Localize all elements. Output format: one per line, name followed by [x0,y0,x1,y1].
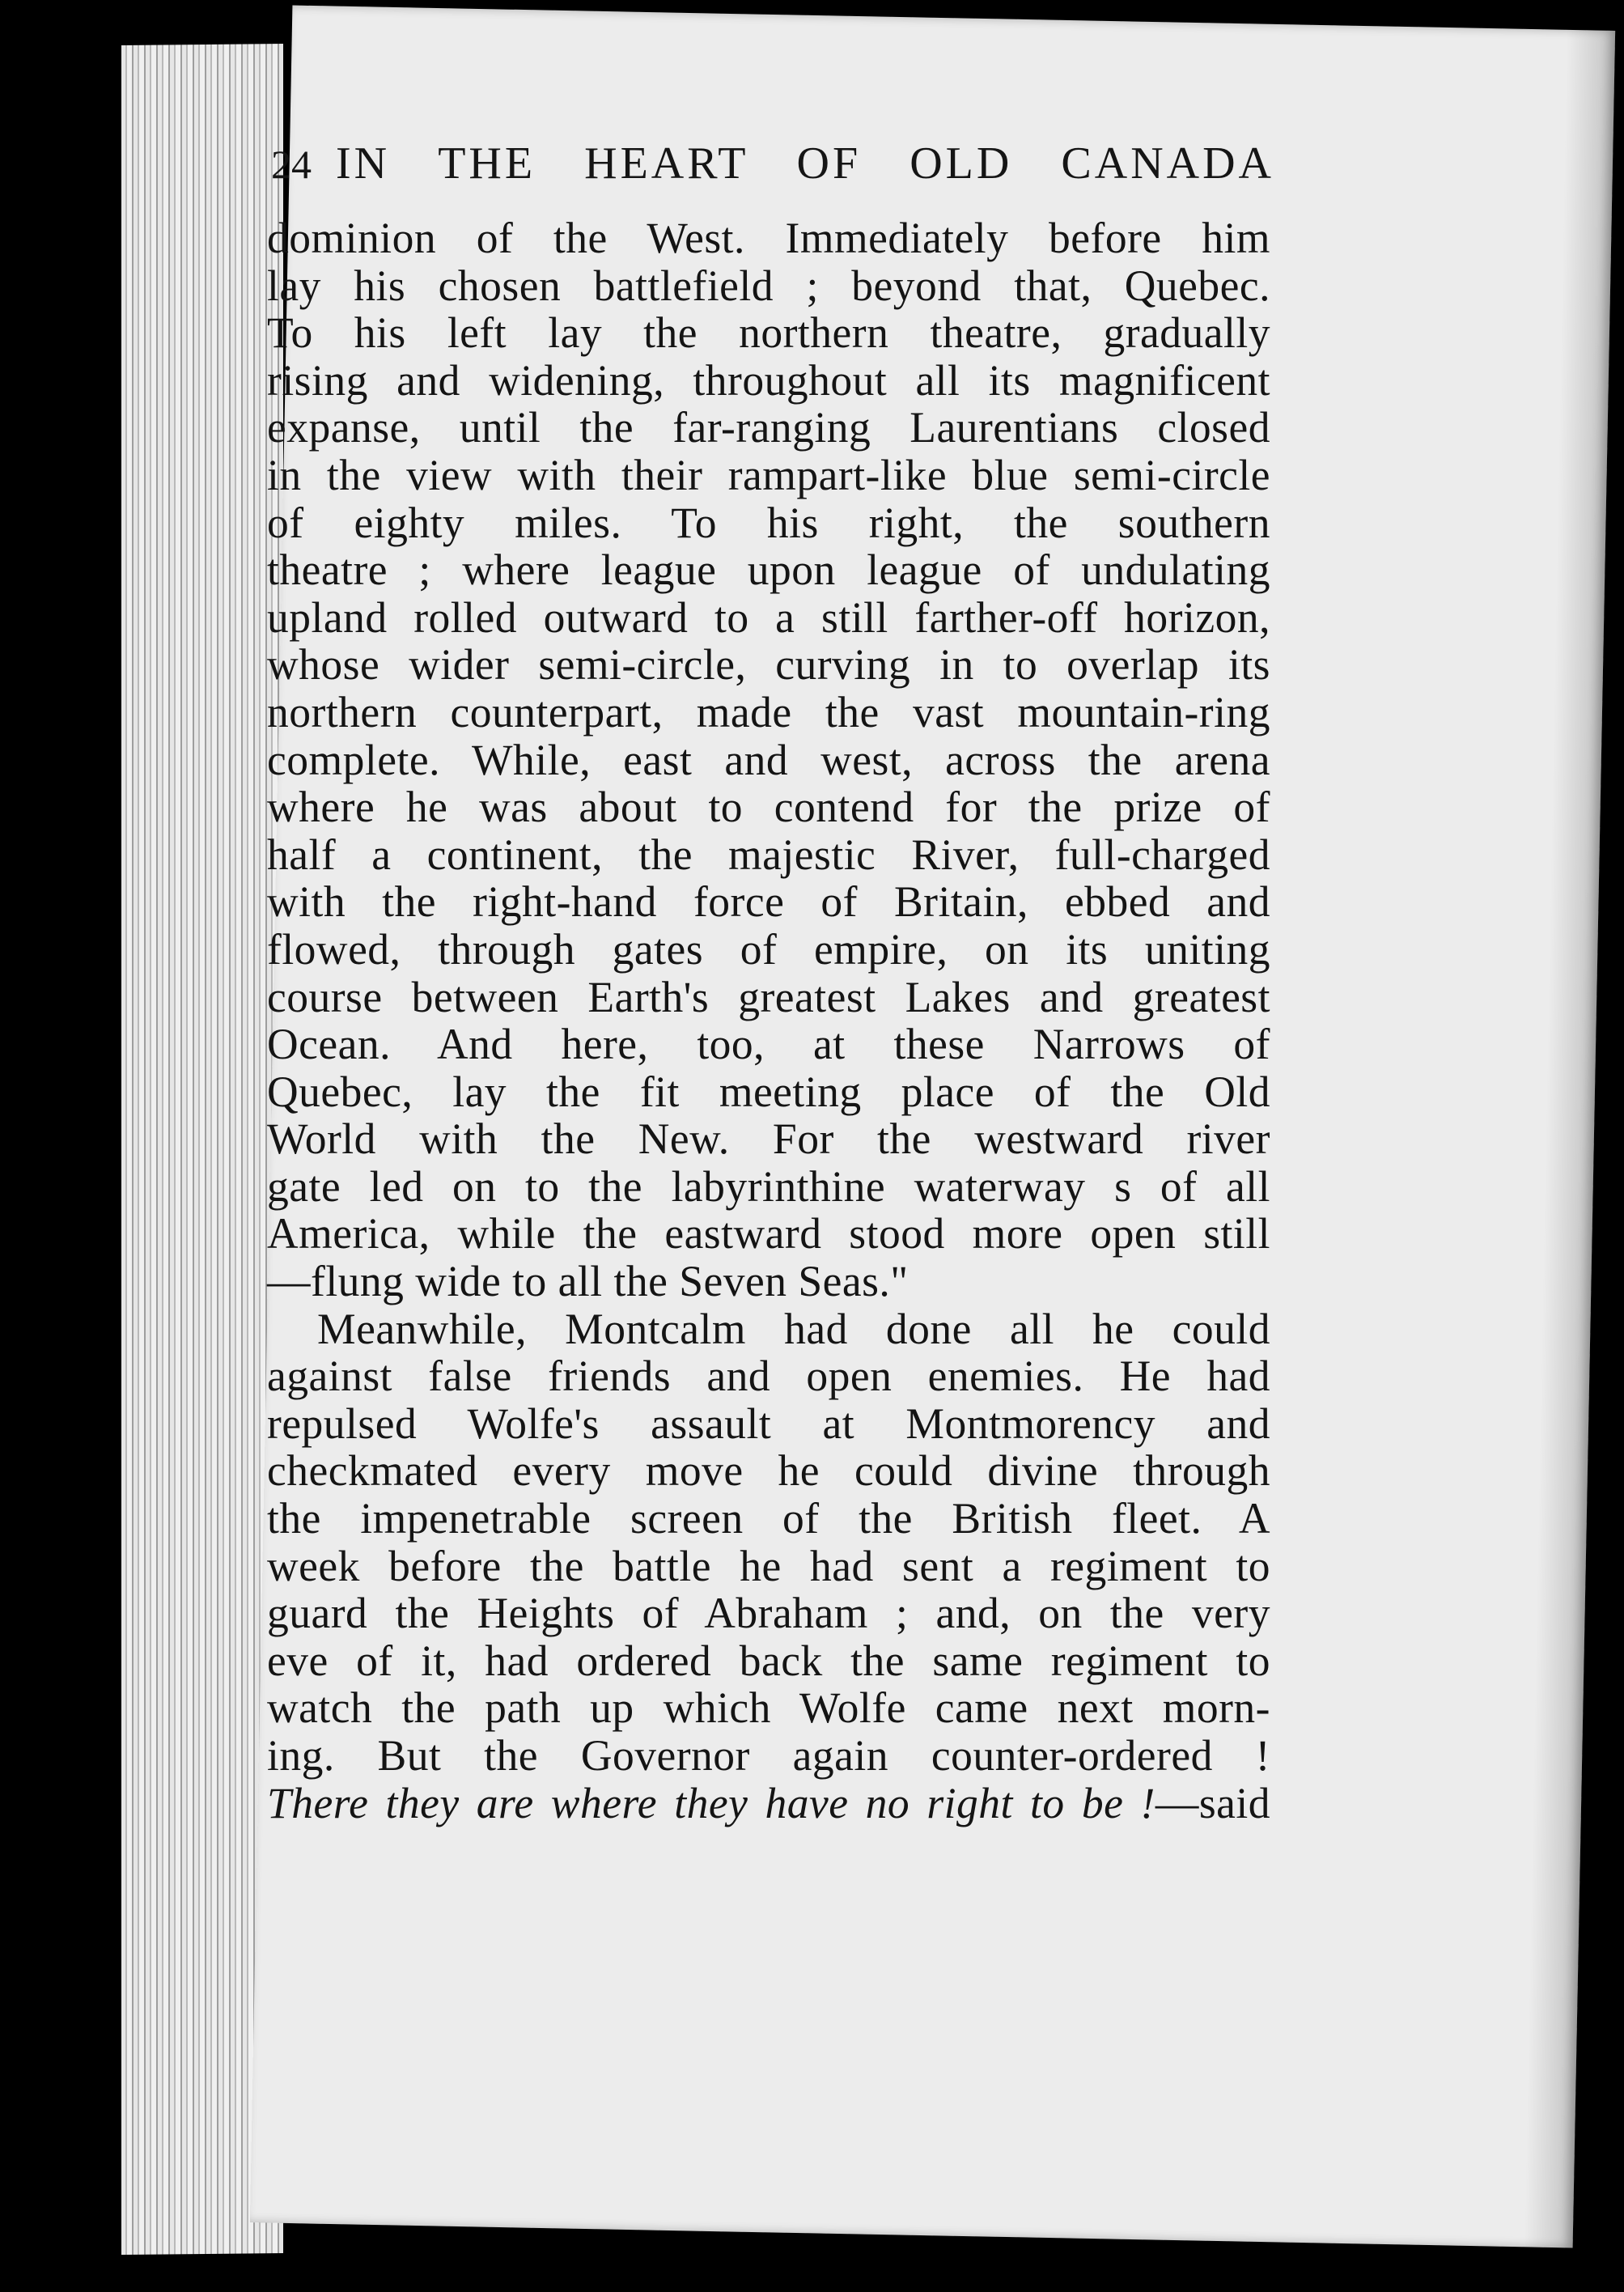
text-line: Quebec, lay the fit meeting place of the Old [267,1067,1270,1116]
text-line: half a continent, the majestic River, full-charged [267,830,1270,879]
italic-quote: There they are where they have no right to be ! [267,1778,1155,1827]
body-text [267,214,1270,1827]
text-line: northern counterpart, made the vast mountain-ring [267,687,1270,736]
text-line: week before the battle he had sent a regiment to [267,1541,1270,1590]
text-line: where he was about to contend for the prize of [267,783,1270,832]
text-line: the impenetrable screen of the British fleet. A [267,1494,1270,1543]
text-line: against false friends and open enemies. He had [267,1352,1270,1401]
text-line: in the view with their rampart-like blue semi-circle [267,450,1270,499]
text-line: theatre ; where league upon league of undulating [267,545,1270,595]
text-line: dominion of the West. Immediately before him [267,214,1270,262]
text-line: with the right-hand force of Britain, ebbed and [267,877,1270,927]
spine-shadow [1524,30,1616,2248]
text-line: course between Earth's greatest Lakes and greatest [267,972,1270,1021]
text-line: watch the path up which Wolfe came next morn- [267,1683,1270,1733]
text-line: Ocean. And here, too, at these Narrows of [267,1020,1270,1069]
text-line: gate led on to the labyrinthine waterway s of all [267,1161,1270,1211]
text-line: checkmated every move he could divine through [267,1446,1270,1496]
text-line: eve of it, had ordered back the same regiment to [267,1636,1270,1685]
text-line: America, while the eastward stood more open still [267,1209,1270,1258]
running-head [271,138,1274,189]
text-line: repulsed Wolfe's assault at Montmorency and [267,1399,1270,1448]
text-line: guard the Heights of Abraham ; and, on the very [267,1589,1270,1638]
running-title: IN THE HEART OF OLD CANADA [336,138,1274,189]
text-line: upland rolled outward to a still farther-off horizon, [267,592,1270,642]
text-line: flowed, through gates of empire, on its uniting [267,924,1270,974]
text-line: expanse, until the far-ranging Laurentians closed [267,403,1270,452]
text-line: rising and widening, throughout all its magnificent [267,355,1270,405]
page-number: 24 [271,142,312,187]
text-line: Meanwhile, Montcalm had done all he could [317,1304,1270,1353]
text-line-final [267,1780,1270,1827]
text-line: —flung wide to all the Seven Seas." [267,1257,909,1306]
text-line: complete. While, east and west, across the arena [267,735,1270,784]
paragraph-1 [267,214,1270,1305]
text-line: of eighty miles. To his right, the southern [267,498,1270,547]
trailing-text: —said [1155,1778,1270,1827]
text-line: World with the New. For the westward river [267,1114,1270,1164]
text-line: ing. But the Governor again counter-ordered ! [267,1731,1270,1780]
paragraph-2 [267,1305,1270,1827]
text-line: To his left lay the northern theatre, gradually [267,308,1270,358]
text-line: lay his chosen battlefield ; beyond that, Quebec. [267,261,1270,310]
text-line: whose wider semi-circle, curving in to overlap its [267,640,1270,690]
